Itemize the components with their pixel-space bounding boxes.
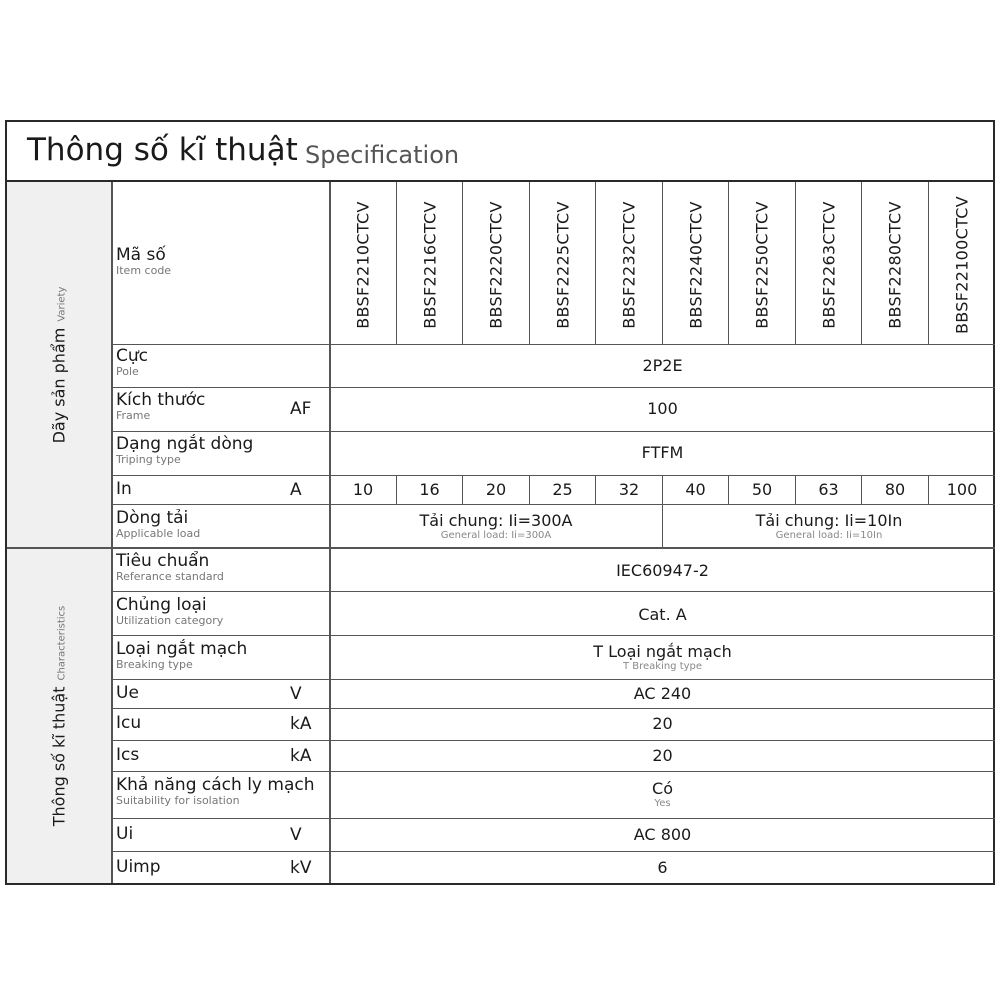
trip-en: Triping type — [116, 453, 181, 466]
item-code-en: Item code — [116, 264, 172, 277]
ue-vn: Ue — [116, 683, 139, 703]
load-vn: Dòng tải — [116, 508, 189, 528]
load-right-en: General load: Ii=10In — [775, 530, 883, 541]
item-code-cell — [463, 190, 529, 340]
item-code: BBSF2225CTCV — [553, 201, 573, 329]
in-value: 40 — [685, 480, 706, 499]
section-divider — [7, 547, 995, 549]
item-code-cell — [796, 190, 862, 340]
item-code: BBSF2240CTCV — [686, 201, 706, 329]
row-divider — [111, 771, 995, 772]
ics-vn: Ics — [116, 745, 140, 765]
ui-unit: V — [290, 825, 302, 845]
in-value: 32 — [618, 480, 640, 499]
load-left-vn: Tải chung: Ii=300A — [419, 511, 573, 530]
in-label — [116, 480, 132, 499]
ics-value: 20 — [652, 746, 673, 765]
load-left-en: General load: Ii=300A — [440, 530, 552, 541]
item-code: BBSF2263CTCV — [819, 201, 839, 329]
ue-value: AC 240 — [633, 684, 692, 703]
ue-label — [116, 684, 139, 703]
pole-en: Pole — [116, 365, 139, 378]
break-en: Breaking type — [116, 658, 193, 671]
icu-value: 20 — [652, 714, 673, 733]
break-value — [330, 642, 995, 672]
item-code: BBSF2210CTCV — [353, 201, 373, 329]
frame-unit: AF — [290, 399, 312, 419]
in-value: 100 — [946, 480, 978, 499]
icu-unit: kA — [290, 714, 312, 734]
row-divider — [111, 818, 995, 819]
group-variety-vn: Dãy sản phẩm — [49, 327, 69, 443]
title-vn: Thông số kĩ thuật — [27, 132, 298, 168]
load-label — [116, 509, 200, 540]
row-divider — [111, 679, 995, 680]
in-value: 16 — [419, 480, 440, 499]
icu-vn: Icu — [116, 713, 142, 733]
iso-value-vn: Có — [652, 779, 673, 798]
ui-value: AC 800 — [633, 825, 692, 844]
uimp-vn: Uimp — [116, 857, 161, 877]
item-code: BBSF22100CTCV — [952, 196, 972, 334]
in-value: 50 — [751, 480, 773, 499]
group-characteristics-en: Characteristics — [56, 605, 68, 681]
item-code-cell — [729, 190, 795, 340]
pole-label — [116, 347, 148, 378]
trip-vn: Dạng ngắt dòng — [116, 434, 254, 454]
icu-label — [116, 714, 141, 733]
in-vn: In — [116, 479, 132, 499]
row-divider — [111, 851, 995, 852]
load-en: Applicable load — [116, 527, 201, 540]
ue-unit: V — [290, 684, 302, 704]
pole-vn: Cực — [116, 346, 148, 366]
item-code: BBSF2220CTCV — [486, 201, 506, 329]
ics-unit: kA — [290, 746, 312, 766]
frame-label — [116, 391, 205, 422]
row-divider — [111, 708, 995, 709]
load-left — [330, 507, 662, 547]
break-vn: Loại ngắt mạch — [116, 639, 248, 659]
divider — [111, 182, 113, 883]
cat-value: Cat. A — [638, 605, 687, 624]
uimp-unit: kV — [290, 858, 312, 878]
iso-label — [116, 776, 314, 807]
item-code-cell — [862, 190, 928, 340]
load-right-vn: Tải chung: Ii=10In — [755, 511, 903, 530]
in-value: 10 — [352, 480, 374, 499]
std-value: IEC60947-2 — [616, 561, 709, 580]
iso-vn: Khả năng cách ly mạch — [116, 775, 315, 795]
cat-label — [116, 596, 223, 627]
in-unit: A — [290, 480, 302, 500]
trip-value: FTFM — [641, 443, 684, 462]
group-characteristics-vn: Thông số kĩ thuật — [49, 686, 69, 826]
title-en: Specification — [305, 141, 460, 169]
frame-en: Frame — [116, 409, 151, 422]
break-value-en: T Breaking type — [622, 661, 703, 672]
in-value: 20 — [485, 480, 507, 499]
in-value: 63 — [818, 480, 839, 499]
row-divider — [111, 591, 995, 592]
row-divider — [111, 635, 995, 636]
break-value-vn: T Loại ngắt mạch — [593, 642, 732, 661]
iso-value — [330, 779, 995, 809]
item-code: BBSF2280CTCV — [885, 201, 905, 329]
group-characteristics — [7, 548, 111, 883]
ics-label — [116, 746, 139, 765]
std-en: Referance standard — [116, 570, 224, 583]
cat-en: Utilization category — [116, 614, 224, 627]
group-variety-en: Variety — [56, 286, 68, 322]
in-value: 25 — [552, 480, 573, 499]
row-divider — [111, 344, 995, 345]
pole-value: 2P2E — [642, 356, 683, 375]
trip-label — [116, 435, 253, 466]
std-label — [116, 552, 224, 583]
cat-vn: Chủng loại — [116, 595, 207, 615]
uimp-value: 6 — [657, 858, 668, 877]
row-divider — [111, 387, 995, 388]
table-bottom — [5, 883, 995, 885]
item-code-vn: Mã số — [116, 245, 166, 265]
item-code-cell — [663, 190, 729, 340]
item-code: BBSF2232CTCV — [619, 201, 639, 329]
row-divider — [111, 740, 995, 741]
break-label — [116, 640, 247, 671]
frame-value: 100 — [647, 399, 678, 418]
item-code-cell — [397, 190, 463, 340]
item-code: BBSF2216CTCV — [420, 201, 440, 329]
uimp-label — [116, 858, 161, 877]
title-bar — [5, 120, 995, 182]
item-code-cell — [330, 190, 396, 340]
row-divider — [111, 431, 995, 432]
load-right — [663, 507, 995, 547]
item-code-cell — [596, 190, 662, 340]
in-value: 80 — [884, 480, 906, 499]
ui-vn: Ui — [116, 824, 134, 844]
item-code-cell — [530, 190, 596, 340]
group-variety — [7, 182, 111, 547]
frame-vn: Kích thước — [116, 390, 206, 410]
item-code-cell — [929, 190, 995, 340]
item-code: BBSF2250CTCV — [752, 201, 772, 329]
std-vn: Tiêu chuẩn — [116, 551, 210, 571]
row-divider — [111, 504, 995, 505]
iso-value-en: Yes — [654, 798, 671, 809]
item-code-label — [116, 246, 171, 277]
ui-label — [116, 825, 133, 844]
row-divider — [111, 475, 995, 476]
iso-en: Suitability for isolation — [116, 794, 240, 807]
